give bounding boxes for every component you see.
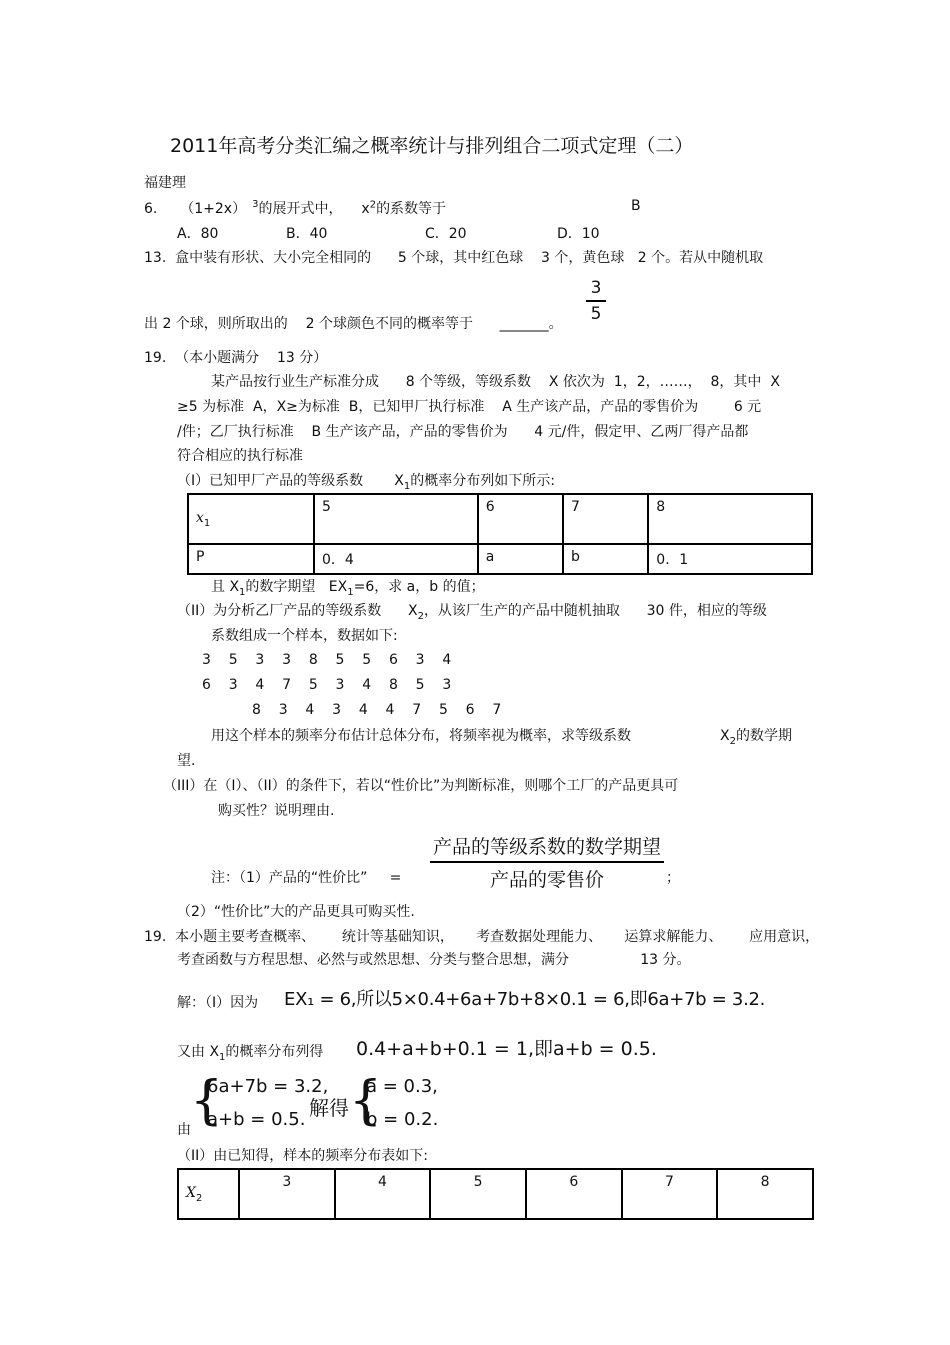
q6-number: 6. <box>144 201 158 217</box>
frequency-table-x2 <box>177 1168 814 1220</box>
table1-p-label: P <box>188 544 314 574</box>
est-tail: 的数学期 <box>735 728 792 744</box>
section-label: 福建理 <box>144 175 186 191</box>
q19-condition <box>211 576 485 598</box>
q6-option-b: B．40 <box>286 226 328 242</box>
table2-x-label: X <box>186 1184 196 1201</box>
given-text: 又由 X <box>177 1044 220 1060</box>
table2-value: 4 <box>335 1169 431 1219</box>
q19-estimate-end: 望. <box>177 753 196 769</box>
data-row-1: 3 5 3 3 8 5 5 6 3 4 <box>202 652 452 668</box>
q13-line1: 13. 盒中装有形状、大小完全相同的 5 个球，其中红色球 3 个，黄色球 2 个。若从中随机取 <box>144 250 764 266</box>
given-sub: 1 <box>219 1051 226 1063</box>
q13-answer-numerator: 3 <box>590 278 602 298</box>
value-ratio-fraction <box>430 832 664 892</box>
q6-answer: B <box>631 198 641 214</box>
solution-heading-1: 19. 本小题主要考查概率、 统计等基础知识， 考查数据处理能力、 运算求解能力、 应用意识， <box>144 929 820 945</box>
q19-part2 <box>177 600 767 622</box>
table1-value: 6 <box>478 494 563 544</box>
table2-x-sub: 2 <box>195 1192 203 1204</box>
q6-option-d: D．10 <box>557 226 600 242</box>
table2-label <box>178 1169 239 1219</box>
q19-para-4: 符合相应的执行标准 <box>177 448 303 464</box>
q19-part3: （III）在（I）、（II）的条件下，若以“性价比”为判断标准，则哪个工厂的产品更具可 <box>163 778 679 794</box>
q6-option-c: C．20 <box>425 226 467 242</box>
solution-equation-1: EX₁ = 6,所以5×0.4+6a+7b+8×0.1 = 6,即6a+7b = 3.2. <box>284 989 766 1010</box>
given-tail: 的概率分布列得 <box>225 1044 324 1060</box>
q6-stem <box>144 198 446 218</box>
solution-equation-2: 0.4+a+b+0.1 = 1,即a+b = 0.5. <box>356 1038 657 1060</box>
q19-part1-sub: 1 <box>403 480 411 492</box>
solution-given <box>177 1041 323 1063</box>
left-brace-1: { <box>190 1071 224 1131</box>
q19-para-3: /件；乙厂执行标准 B 生产该产品，产品的零售价为 4 元/件，假定甲、乙两厂得产品都 <box>177 424 749 440</box>
table1-x-sub: 1 <box>203 517 211 529</box>
table2-value: 3 <box>239 1169 335 1219</box>
q6-option-a: A．80 <box>177 226 219 242</box>
cond-end: =6，求 a，b 的值； <box>353 579 485 595</box>
cond-text: 且 X <box>211 579 240 595</box>
ratio-denominator: 产品的零售价 <box>489 869 604 891</box>
q19-part1 <box>177 470 555 492</box>
table2-value: 8 <box>717 1169 813 1219</box>
table1-prob: 0．1 <box>648 544 812 574</box>
cond-sub: 1 <box>239 586 246 598</box>
table1-value: 7 <box>563 494 648 544</box>
table1-prob: 0．4 <box>314 544 478 574</box>
table2-value: 5 <box>430 1169 526 1219</box>
table1-prob: a <box>478 544 563 574</box>
solution-part1-label: 解：（I）因为 <box>177 995 259 1011</box>
q19-part3-line2: 购买性？说明理由. <box>218 803 335 819</box>
q13-answer-fraction <box>586 278 606 324</box>
table1-prob: b <box>563 544 648 574</box>
q6-exponent: 3 <box>252 199 259 211</box>
q19-heading: 19. （本小题满分 13 分） <box>144 350 328 366</box>
note-2: （2）“性价比”大的产品更具可购买性. <box>177 904 415 920</box>
data-row-3: 8 3 4 3 4 4 7 5 6 7 <box>252 702 502 718</box>
q13-line2: 出 2 个球，则所取出的 2 个球颜色不同的概率等于 _______。 <box>144 316 563 332</box>
q19-part2-line2: 系数组成一个样本，数据如下: <box>211 628 398 644</box>
table1-value: 5 <box>314 494 478 544</box>
table1-value: 8 <box>648 494 812 544</box>
table1-row-label <box>188 494 314 544</box>
page-title: 2011年高考分类汇编之概率统计与排列组合二项式定理（二） <box>170 135 694 157</box>
q19-para-2: ≥5 为标准 A，X≥为标准 B，已知甲厂执行标准 A 生产该产品，产品的零售价为 6 元 <box>177 399 762 415</box>
part2-sub: 2 <box>417 610 424 622</box>
result-b: b = 0.2. <box>366 1109 439 1130</box>
solution-part2: （II）由已知得，样本的频率分布表如下: <box>177 1148 428 1164</box>
q6-stem-text: 的展开式中， <box>258 201 343 217</box>
est-sub: 2 <box>729 735 736 747</box>
ratio-numerator: 产品的等级系数的数学期望 <box>432 836 661 858</box>
q6-expression: （1+2x） <box>180 201 247 217</box>
cond-sub2: 1 <box>347 586 354 598</box>
q19-part1-text: （I）已知甲厂产品的等级系数 X <box>177 473 404 489</box>
solution-heading-2: 考查函数与方程思想、必然与或然思想、分类与整合思想，满分 13 分。 <box>177 952 691 968</box>
data-row-2: 6 3 4 7 5 3 4 8 5 3 <box>202 677 452 693</box>
q19-para-1: 某产品按行业生产标准分成 8 个等级，等级系数 X 依次为 1，2，……， 8，其中 X <box>211 374 780 390</box>
note-label: 注：（1）产品的“性价比” = <box>211 870 402 886</box>
table2-value: 7 <box>622 1169 718 1219</box>
solution-you: 由 <box>177 1122 191 1138</box>
part2-tail: ，从该厂生产的产品中随机抽取 30 件，相应的等级 <box>423 603 767 619</box>
part2-text: （II）为分析乙厂产品的等级系数 X <box>177 603 418 619</box>
note-semicolon: ； <box>666 870 680 886</box>
q6-stem-tail: 的系数等于 <box>376 201 447 217</box>
solve-label: 解得 <box>309 1096 349 1120</box>
left-brace-2: { <box>349 1071 383 1131</box>
table2-value: 6 <box>526 1169 622 1219</box>
q6-x-exponent: 2 <box>369 199 377 211</box>
cond-tail: 的数字期望 EX <box>245 579 348 595</box>
est-x: X <box>720 728 730 744</box>
system-eq-2: a+b = 0.5. <box>207 1109 306 1130</box>
q19-part1-tail: 的概率分布列如下所示: <box>410 473 555 489</box>
system-eq-1: 6a+7b = 3.2, <box>207 1076 329 1097</box>
q13-answer-denominator: 5 <box>590 304 602 324</box>
q19-estimate: 用这个样本的频率分布估计总体分布，将频率视为概率，求等级系数 <box>211 728 631 744</box>
table1-x-label: x <box>196 509 204 526</box>
q19-estimate-x2 <box>720 725 792 747</box>
distribution-table-x1 <box>187 493 813 575</box>
q6-x: x <box>361 201 370 217</box>
result-a: a = 0.3, <box>366 1076 438 1097</box>
